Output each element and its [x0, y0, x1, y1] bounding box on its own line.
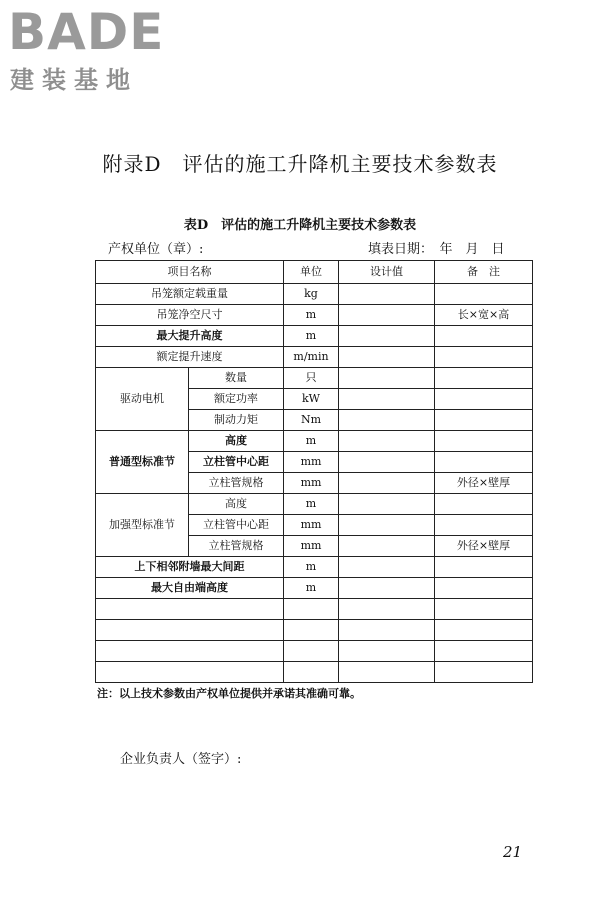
design-value-cell	[339, 389, 435, 410]
empty-cell	[96, 641, 284, 662]
table-header-row	[96, 261, 533, 284]
empty-cell	[284, 662, 339, 683]
remark-cell: 外径×壁厚	[435, 473, 533, 494]
sub-row-label: 立柱管规格	[189, 473, 284, 494]
empty-cell	[96, 620, 284, 641]
row-label: 额定提升速度	[96, 347, 284, 368]
table-row	[96, 305, 533, 326]
design-value-cell	[339, 452, 435, 473]
design-value-cell	[339, 473, 435, 494]
sub-row-label: 额定功率	[189, 389, 284, 410]
sub-row-label: 制动力矩	[189, 410, 284, 431]
table-row	[96, 431, 533, 452]
header-design-value: 设计值	[339, 261, 435, 284]
remark-cell: 外径×壁厚	[435, 536, 533, 557]
remark-cell	[435, 431, 533, 452]
empty-cell	[284, 620, 339, 641]
empty-cell	[96, 662, 284, 683]
design-value-cell	[339, 557, 435, 578]
table-row	[96, 326, 533, 347]
remark-cell	[435, 368, 533, 389]
row-unit: mm	[284, 452, 339, 473]
remark-cell	[435, 410, 533, 431]
design-value-cell	[339, 326, 435, 347]
footnote: 注：以上技术参数由产权单位提供并承诺其准确可靠。	[97, 687, 361, 700]
design-value-cell	[339, 515, 435, 536]
design-value-cell	[339, 368, 435, 389]
empty-row	[96, 620, 533, 641]
empty-cell	[435, 620, 533, 641]
remark-cell	[435, 557, 533, 578]
remark-cell	[435, 389, 533, 410]
table-title: 表D 评估的施工升降机主要技术参数表	[183, 218, 417, 233]
table-row	[96, 494, 533, 515]
row-label: 最大提升高度	[96, 326, 284, 347]
group-label-reinforced-section: 加强型标准节	[96, 494, 189, 557]
table-row	[96, 578, 533, 599]
empty-row	[96, 599, 533, 620]
table-row	[96, 368, 533, 389]
remark-cell	[435, 578, 533, 599]
fill-date-label: 填表日期： 年 月 日	[368, 242, 505, 257]
design-value-cell	[339, 494, 435, 515]
row-unit: m	[284, 578, 339, 599]
row-label: 最大自由端高度	[96, 578, 284, 599]
empty-cell	[339, 641, 435, 662]
row-label: 吊笼净空尺寸	[96, 305, 284, 326]
row-unit: m	[284, 431, 339, 452]
remark-cell	[435, 494, 533, 515]
sub-row-label: 高度	[189, 494, 284, 515]
table-row	[96, 557, 533, 578]
design-value-cell	[339, 347, 435, 368]
empty-cell	[339, 662, 435, 683]
parameters-table	[95, 260, 533, 683]
group-label-standard-section: 普通型标准节	[96, 431, 189, 494]
design-value-cell	[339, 305, 435, 326]
row-unit: m	[284, 494, 339, 515]
row-unit: m/min	[284, 347, 339, 368]
row-unit: mm	[284, 515, 339, 536]
appendix-title: 附录D 评估的施工升降机主要技术参数表	[102, 152, 498, 176]
remark-cell	[435, 452, 533, 473]
row-unit: m	[284, 326, 339, 347]
empty-cell	[284, 599, 339, 620]
empty-row	[96, 641, 533, 662]
row-label: 上下相邻附墙最大间距	[96, 557, 284, 578]
empty-cell	[284, 641, 339, 662]
remark-cell	[435, 284, 533, 305]
design-value-cell	[339, 431, 435, 452]
design-value-cell	[339, 284, 435, 305]
logo-subtitle: 建装基地	[10, 66, 138, 94]
row-unit: Nm	[284, 410, 339, 431]
empty-cell	[435, 599, 533, 620]
page-number: 21	[503, 843, 523, 861]
sub-row-label: 高度	[189, 431, 284, 452]
sub-row-label: 立柱管规格	[189, 536, 284, 557]
empty-cell	[339, 599, 435, 620]
table-row	[96, 347, 533, 368]
row-unit: mm	[284, 536, 339, 557]
row-unit: m	[284, 305, 339, 326]
empty-row	[96, 662, 533, 683]
row-unit: m	[284, 557, 339, 578]
remark-cell	[435, 515, 533, 536]
design-value-cell	[339, 410, 435, 431]
logo	[8, 3, 188, 96]
remark-cell	[435, 347, 533, 368]
owner-unit-label: 产权单位（章）:	[108, 242, 204, 257]
header-unit: 单位	[284, 261, 339, 284]
table-row	[96, 284, 533, 305]
empty-cell	[96, 599, 284, 620]
sub-row-label: 数量	[189, 368, 284, 389]
empty-cell	[435, 662, 533, 683]
remark-cell: 长×宽×高	[435, 305, 533, 326]
design-value-cell	[339, 578, 435, 599]
row-unit: mm	[284, 473, 339, 494]
row-unit: 只	[284, 368, 339, 389]
signature-label: 企业负责人（签字）:	[120, 752, 242, 767]
empty-cell	[339, 620, 435, 641]
row-unit: kW	[284, 389, 339, 410]
row-label: 吊笼额定载重量	[96, 284, 284, 305]
row-unit: kg	[284, 284, 339, 305]
header-remark: 备 注	[435, 261, 533, 284]
logo-wordmark: BADE	[8, 3, 165, 61]
group-label-drive-motor: 驱动电机	[96, 368, 189, 431]
remark-cell	[435, 326, 533, 347]
empty-cell	[435, 641, 533, 662]
sub-row-label: 立柱管中心距	[189, 515, 284, 536]
header-item-name: 项目名称	[96, 261, 284, 284]
sub-row-label: 立柱管中心距	[189, 452, 284, 473]
design-value-cell	[339, 536, 435, 557]
